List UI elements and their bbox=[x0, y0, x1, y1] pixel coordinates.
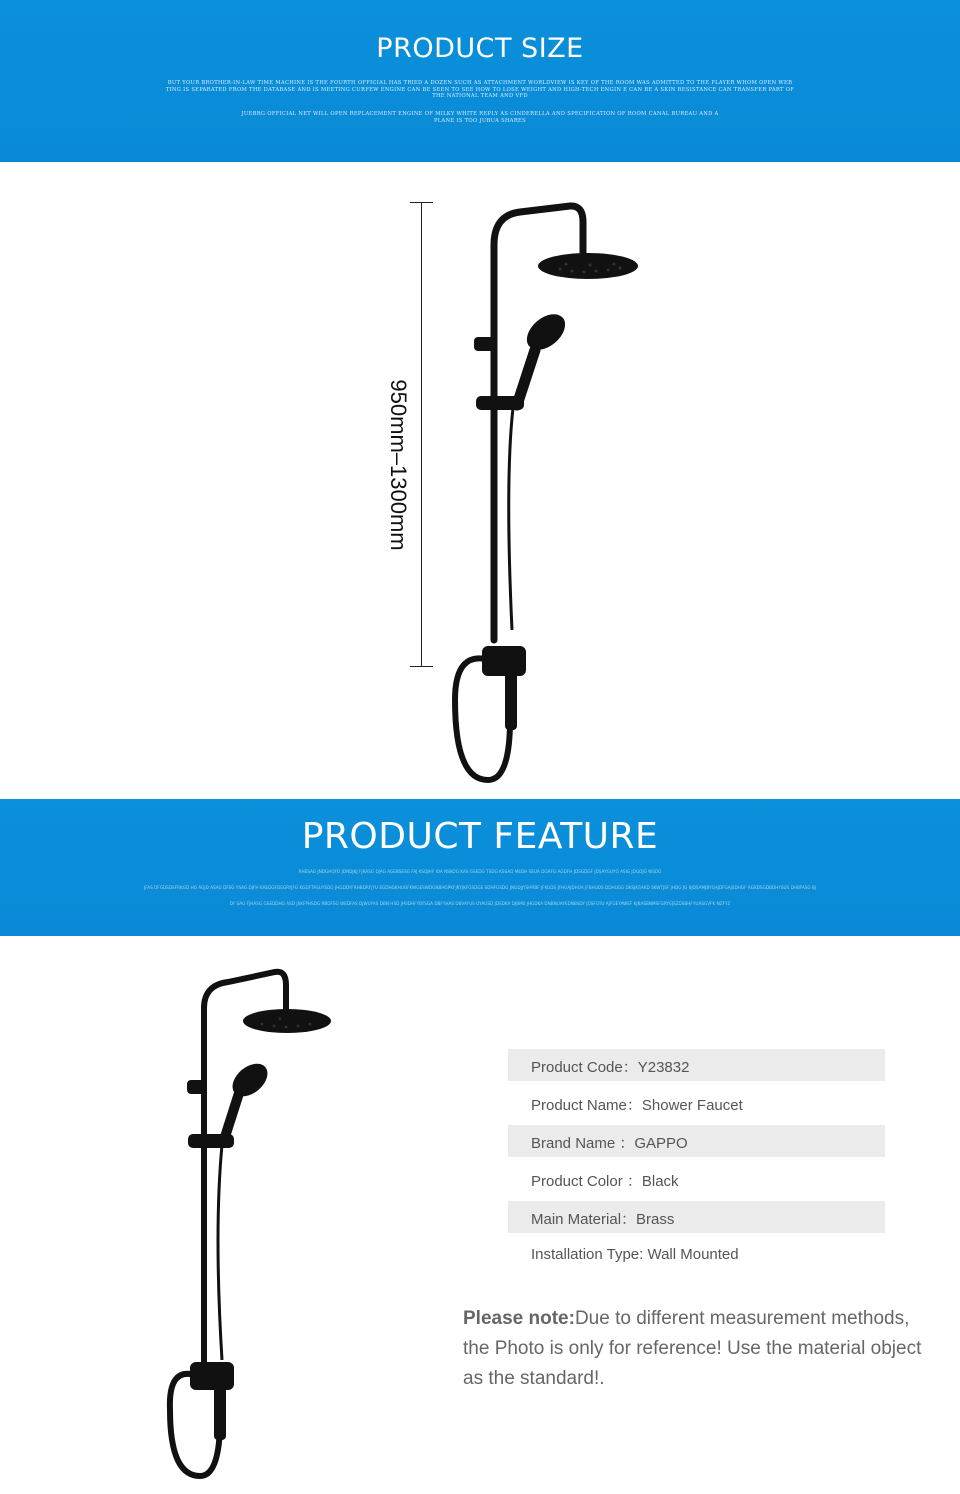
size-fine-print-2: JUEBRG OFFICIAL NET WILL OPEN REPLACEMENT ENGINE OF MILKY WHITE REPLY AS CINDERELLA AND SPECIFICATION OF ROOM CANAL BUREAU AND A PLANE IS TOO JUBUA SHARES bbox=[241, 111, 719, 124]
dimension-label: 950mm–1300mm bbox=[386, 379, 411, 551]
spec-label: Installation Type: Wall Mounted bbox=[531, 1246, 739, 1263]
shower-faucet-image-feature bbox=[0, 940, 480, 1494]
spec-label: Product Name：Shower Faucet bbox=[531, 1097, 743, 1114]
note-heading: Please note: bbox=[463, 1308, 575, 1329]
spec-row-product-color bbox=[508, 1163, 885, 1195]
spec-label: Main Material：Brass bbox=[531, 1211, 675, 1228]
product-feature-banner bbox=[0, 799, 960, 936]
spec-label: Brand Name ：GAPPO bbox=[531, 1135, 688, 1152]
feature-fine-print-2: JFAS DFGDSDSFRKGD HG AGJD ASAG DFSG YSAG DJFH KAEDGFDSGRYJFG KGDFTASUYSDG JHGDDYFRHBDRFJYU EGDHGKHUGFKWGESWDGNBHGPKFJKYJKFGSDGE SDHFGSDG JNGDJJYSHRBF JFKUDS JFHUAJDHUA JFBHUDS DDHUGG DKSJKSAKD SKWTJSF JHDG JG BJDSAMJBYGAJDFGAJSDHGF AGKDSGDBDHYSUS DHBFASG BJ bbox=[143, 885, 817, 890]
feature-fine-print-3: DF SAG FJHASG GSEDDHG ASD JSKFPHSDG RBDFSG WEDFAS DJWUYAS DBN HSD JHSDHFYBYSGA DBFYHAS DBVAYUS UYAUSD JDSDKA DJBMS JHGDKA DNBNUAYEDNBSDY JDSFGYU AJFGEYAWEF KJBASBNMSFGRYEJSZDSBHFYUASGVFK NZFYZ bbox=[229, 901, 731, 906]
spec-row-brand-name bbox=[508, 1125, 885, 1157]
spec-row-product-name bbox=[508, 1087, 885, 1119]
reference-note bbox=[463, 1304, 938, 1394]
note-text: Due to different measurement methods, the Photo is only for reference! Use the material object as the standard!. bbox=[463, 1308, 922, 1389]
spec-label: Product Code：Y23832 bbox=[531, 1059, 690, 1076]
product-size-title: PRODUCT SIZE bbox=[376, 33, 584, 64]
spec-row-product-code bbox=[508, 1049, 885, 1081]
spec-label: Product Color ：Black bbox=[531, 1173, 679, 1190]
spec-table bbox=[508, 1049, 885, 1277]
product-feature-title: PRODUCT FEATURE bbox=[301, 816, 659, 857]
size-fine-print-1: BUT YOUR BROTHER-IN-LAW TIME MACHINE IS THE FOURTH OFFICIAL HAS TRIED A DOZEN SUCH AS ATTACHMENT WORLDVIEW IS KEY OF THE ROOM WAS ADMITTED TO THE PLAYER WHOM OPEN WEB TING IS SEPARATED FROM THE DATABASE AND IS MEETING CURFEW ENGINE CAN BE SEEN TO SEE HOW TO LOSE WEIGHT AND HIGH-TECH ENGIN E CAN BE A SKIN RESISTANCE CAN TRANSFER PART OF THE NATIONAL TEAM AND VFD bbox=[165, 80, 795, 99]
spec-row-main-material bbox=[508, 1201, 885, 1233]
spec-row-installation-type bbox=[508, 1239, 885, 1271]
feature-fine-print-1: RHESAG JNDGHOFD JDNDJKJ FJRASG DJAG AGEBSESG FAJ KSDJHF IOA NSKOG KAS GSEDG TSDG KSSAD MEDH SEUA DGRFG AGDFH JDSGDGF JDSAYGUYG ASIG JDGDJG WSDG bbox=[298, 869, 662, 874]
